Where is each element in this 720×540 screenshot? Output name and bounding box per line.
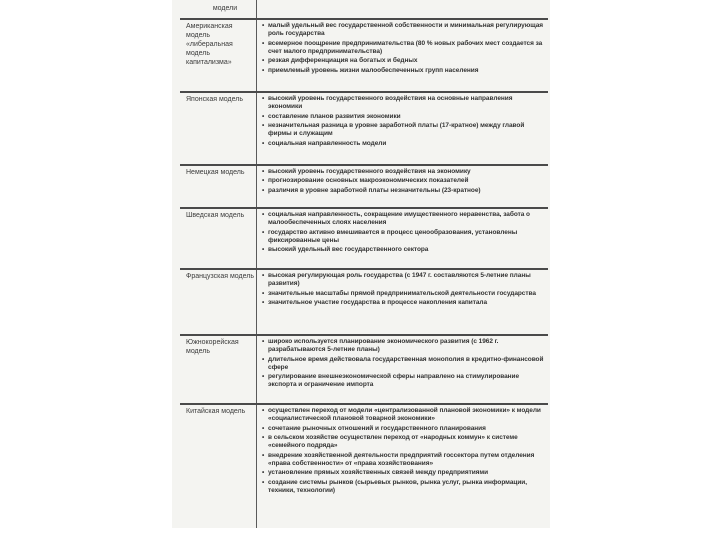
row-divider: [180, 91, 548, 93]
row-divider: [180, 207, 548, 209]
table-header-cell: модели: [212, 5, 238, 12]
list-item: • различия в уровне заработной платы незначительны (23-кратное): [262, 187, 546, 195]
model-name: Шведская модель: [186, 212, 245, 219]
list-item: • резкая дифференциация на богатых и бедных: [262, 57, 546, 65]
model-name: Немецкая модель: [186, 169, 245, 176]
list-item: • широко используется планирование экономического развития (с 1962 г. разрабатываются 5-летние планы): [262, 338, 546, 354]
list-item: • регулирование внешнеэкономической сферы направлено на стимулирование экспорта и ограничение импорта: [262, 373, 546, 389]
list-item: • значительное участие государства в процессе накопления капитала: [262, 299, 546, 307]
list-item: • государство активно вмешивается в процесс ценообразования, установлены фиксированные цены: [262, 229, 546, 245]
list-item: • длительное время действовала государственная монополия в кредитно-финансовой сфере: [262, 356, 546, 372]
model-name: Японская модель: [186, 96, 243, 103]
list-item: • установление прямых хозяйственных связей между предприятиями: [262, 469, 546, 477]
list-item: • внедрение хозяйственной деятельности предприятий госсектора путем отделения «права собственности» от «права хозяйствования»: [262, 452, 546, 468]
model-name: Американская модель «либеральная модель капитализма»: [186, 23, 233, 66]
row-divider: [180, 268, 548, 270]
list-item: • высокая регулирующая роль государства (с 1947 г. составляются 5-летние планы развития): [262, 272, 546, 288]
list-item: • высокий уровень государственного воздействия на основные направления экономики: [262, 95, 546, 111]
column-divider: [256, 0, 257, 528]
list-item: • составление планов развития экономики: [262, 113, 546, 121]
row-divider: [180, 18, 548, 20]
list-item: • всемерное поощрение предпринимательства (80 % новых рабочих мест создается за счет малого предпринимательства): [262, 40, 546, 56]
list-item: • значительные масштабы прямой предпринимательской деятельности государства: [262, 290, 546, 298]
row-divider: [180, 334, 548, 336]
feature-list: [262, 211, 546, 256]
list-item: • незначительная разница в уровне заработной платы (17-кратное) между главой фирмы и служащим: [262, 122, 546, 138]
model-name: Китайская модель: [186, 408, 246, 415]
model-name: Южнокорейская модель: [186, 339, 239, 355]
list-item: • осуществлен переход от модели «централизованной плановой экономики» к модели «социалистической плановой товарной экономики»: [262, 407, 546, 423]
feature-list: [262, 168, 546, 196]
list-item: • сочетание рыночных отношений и государственного планирования: [262, 425, 546, 433]
list-item: • малый удельный вес государственной собственности и минимальная регулирующая роль государства: [262, 22, 546, 38]
feature-list: [262, 407, 546, 496]
list-item: • прогнозирование основных макроэкономических показателей: [262, 177, 546, 185]
list-item: • социальная направленность, сокращение имущественного неравенства, забота о малообеспеченных слоях населения: [262, 211, 546, 227]
feature-list: [262, 338, 546, 391]
model-name: Французская модель: [186, 273, 254, 280]
list-item: • высокий уровень государственного воздействия на экономику: [262, 168, 546, 176]
list-item: • высокий удельный вес государственного сектора: [262, 246, 546, 254]
row-divider: [180, 403, 548, 405]
feature-list: [262, 95, 546, 149]
feature-list: [262, 22, 546, 76]
list-item: • приемлемый уровень жизни малообеспеченных групп населения: [262, 67, 546, 75]
list-item: • создание системы рынков (сырьевых рынков, рынка услуг, рынка информации, техники, технологии): [262, 479, 546, 495]
list-item: • социальная направленность модели: [262, 140, 546, 148]
scanned-table-page: [172, 0, 550, 528]
row-divider: [180, 164, 548, 166]
feature-list: [262, 272, 546, 308]
list-item: • в сельском хозяйстве осуществлен переход от «народных коммун» к системе «семейного подряда»: [262, 434, 546, 450]
